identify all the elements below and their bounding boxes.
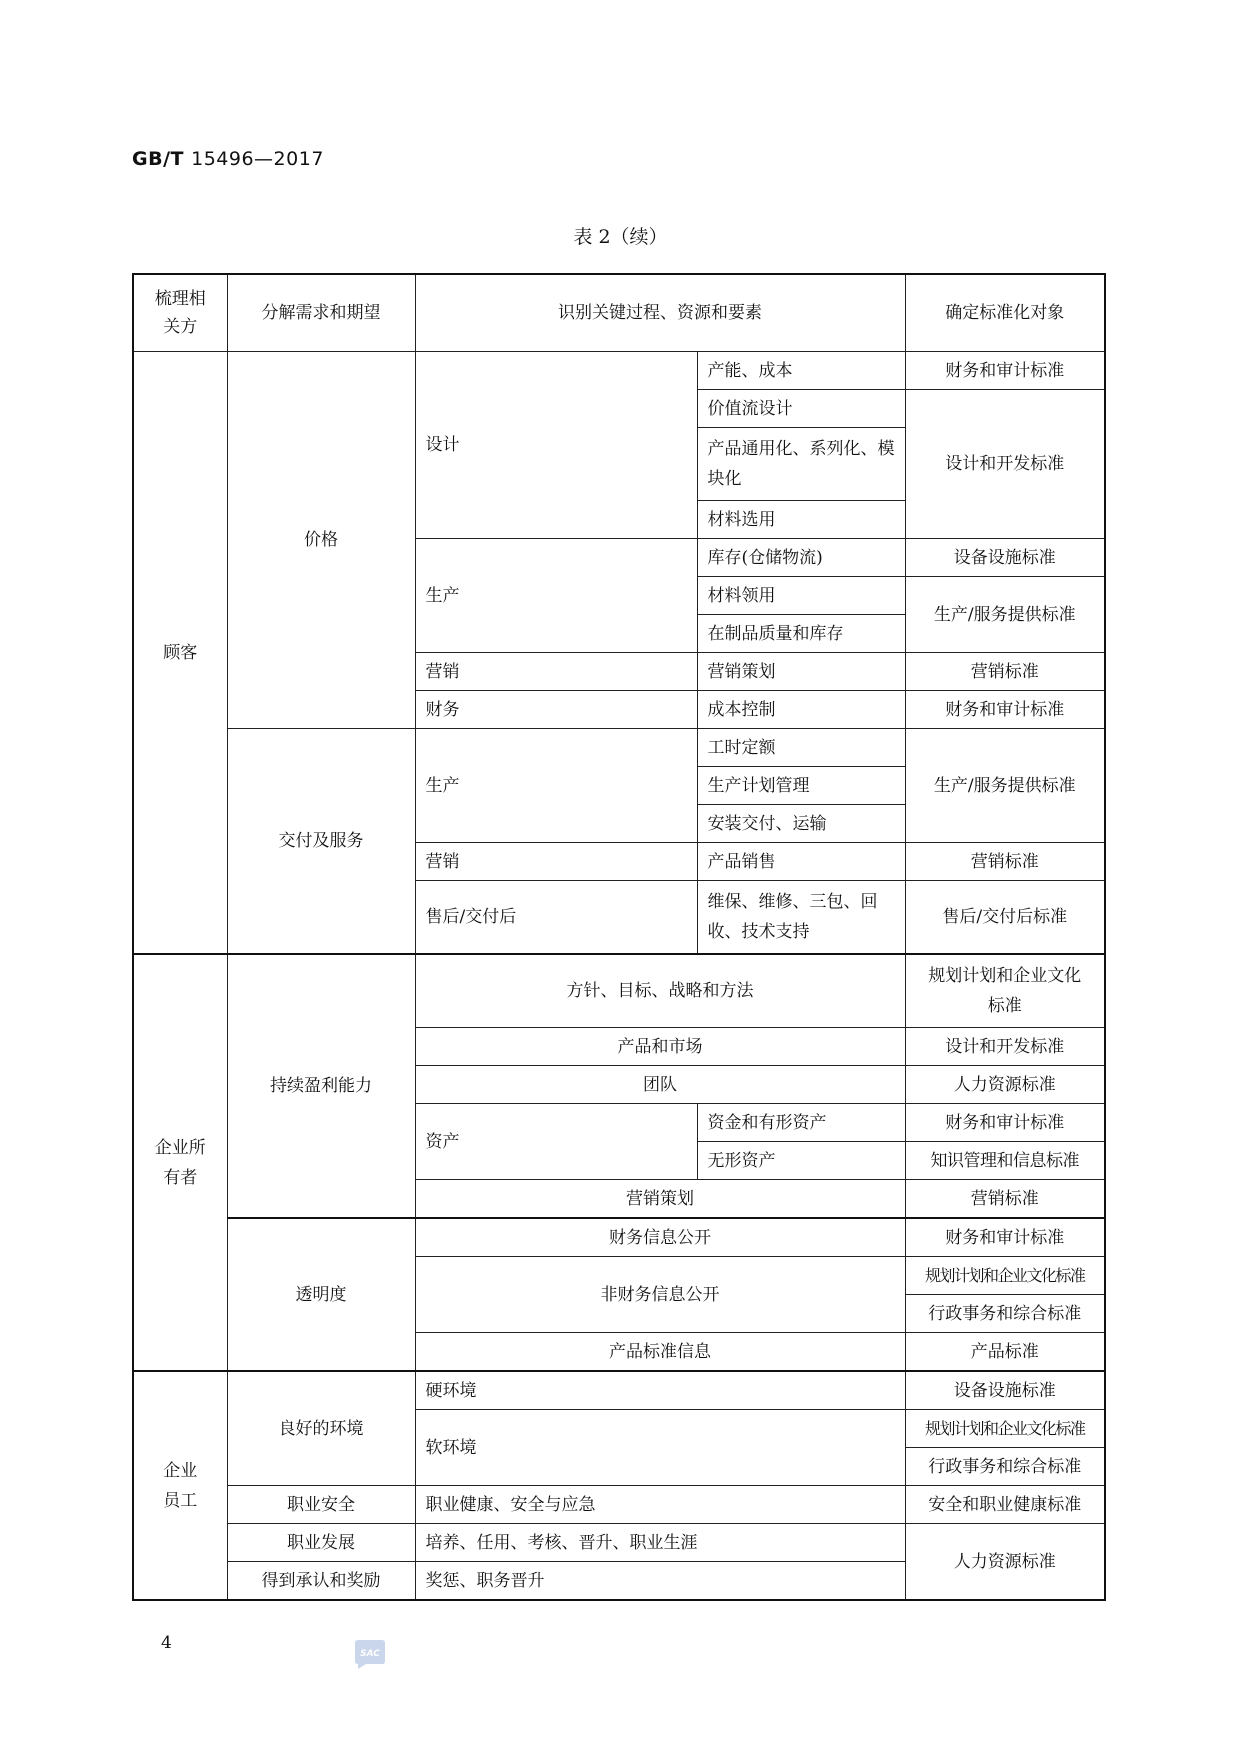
- party-cell: [133, 1371, 227, 1600]
- table-row: [133, 1524, 1105, 1562]
- standard-cell: 设备设施标准: [905, 539, 1105, 577]
- table-title: 表 2（续）: [573, 226, 668, 248]
- process-cell: 职业健康、安全与应急: [415, 1486, 905, 1524]
- process-cell: 培养、任用、考核、晋升、职业生涯: [415, 1524, 905, 1562]
- process-cell: 生产: [415, 539, 697, 653]
- process-cell: 财务信息公开: [415, 1218, 905, 1257]
- standard-text: 规划计划和企业文化标准: [928, 966, 1082, 1016]
- standard-cell: 生产/服务提供标准: [905, 729, 1105, 843]
- element-cell: 资金和有形资产: [697, 1104, 905, 1142]
- element-cell: 材料选用: [697, 501, 905, 539]
- element-cell: 维保、维修、三包、回收、技术支持: [697, 881, 905, 955]
- process-cell: 设计: [415, 352, 697, 539]
- need-cell: 得到承认和奖励: [227, 1562, 415, 1601]
- standard-cell: 人力资源标准: [905, 1524, 1105, 1601]
- process-cell: 营销策划: [415, 1180, 905, 1219]
- standard-cell: 规划计划和企业文化标准: [905, 1257, 1105, 1295]
- party-text: 企业员工: [163, 1460, 198, 1511]
- element-cell: 安装交付、运输: [697, 805, 905, 843]
- process-cell: 资产: [415, 1104, 697, 1180]
- standard-cell: 行政事务和综合标准: [905, 1295, 1105, 1333]
- element-cell: 材料领用: [697, 577, 905, 615]
- process-cell: 产品标准信息: [415, 1333, 905, 1372]
- standard-cell: 设计和开发标准: [905, 390, 1105, 539]
- element-cell: 成本控制: [697, 691, 905, 729]
- standard-cell: 设备设施标准: [905, 1371, 1105, 1410]
- party-cell: [133, 954, 227, 1371]
- party-cell: 顾客: [133, 352, 227, 955]
- process-cell: 生产: [415, 729, 697, 843]
- table-row: [133, 1218, 1105, 1257]
- need-cell: 透明度: [227, 1218, 415, 1371]
- table-header-row: [133, 274, 1105, 352]
- header-party: [133, 274, 227, 352]
- element-cell: 工时定额: [697, 729, 905, 767]
- element-cell: 在制品质量和库存: [697, 615, 905, 653]
- standard-cell: 财务和审计标准: [905, 691, 1105, 729]
- element-cell: 产能、成本: [697, 352, 905, 390]
- standard-cell: 产品标准: [905, 1333, 1105, 1372]
- need-cell: 职业安全: [227, 1486, 415, 1524]
- need-cell: 持续盈利能力: [227, 954, 415, 1218]
- process-cell: 产品和市场: [415, 1028, 905, 1066]
- table-row: [133, 729, 1105, 767]
- table-row: [133, 954, 1105, 1028]
- element-cell: 库存(仓储物流): [697, 539, 905, 577]
- standard-cell: 行政事务和综合标准: [905, 1448, 1105, 1486]
- sac-logo-icon: [352, 1637, 388, 1671]
- standard-cell: 设计和开发标准: [905, 1028, 1105, 1066]
- party-text: 企业所有者: [154, 1137, 206, 1188]
- header-process: 识别关键过程、资源和要素: [415, 274, 905, 352]
- table-row: [133, 1486, 1105, 1524]
- header-need: 分解需求和期望: [227, 274, 415, 352]
- process-cell: 奖惩、职务晋升: [415, 1562, 905, 1601]
- standard-number: 15496—2017: [191, 148, 324, 170]
- need-cell: 交付及服务: [227, 729, 415, 955]
- need-cell: 职业发展: [227, 1524, 415, 1562]
- table-row: [133, 352, 1105, 390]
- standard-cell: 财务和审计标准: [905, 1104, 1105, 1142]
- standard-cell: 知识管理和信息标准: [905, 1142, 1105, 1180]
- process-cell: 方针、目标、战略和方法: [415, 954, 905, 1028]
- header-party-text: 梳理相关方: [154, 289, 206, 337]
- standardization-table: [132, 273, 1106, 1601]
- process-cell: 售后/交付后: [415, 881, 697, 955]
- element-cell: 生产计划管理: [697, 767, 905, 805]
- element-cell: 产品销售: [697, 843, 905, 881]
- process-cell: 财务: [415, 691, 697, 729]
- process-cell: 营销: [415, 843, 697, 881]
- element-cell: 产品通用化、系列化、模块化: [697, 428, 905, 501]
- process-cell: 营销: [415, 653, 697, 691]
- header-standard: 确定标准化对象: [905, 274, 1105, 352]
- standard-cell: 营销标准: [905, 843, 1105, 881]
- standard-code: [132, 148, 324, 170]
- standard-cell: 人力资源标准: [905, 1066, 1105, 1104]
- process-cell: 硬环境: [415, 1371, 905, 1410]
- standard-cell: 售后/交付后标准: [905, 881, 1105, 955]
- sac-logo-text: SAC: [360, 1649, 380, 1659]
- process-cell: 软环境: [415, 1410, 905, 1486]
- standard-cell: 财务和审计标准: [905, 352, 1105, 390]
- element-cell: 营销策划: [697, 653, 905, 691]
- page-number: 4: [161, 1633, 172, 1653]
- need-cell: 价格: [227, 352, 415, 729]
- standard-cell: [905, 954, 1105, 1028]
- element-cell: 价值流设计: [697, 390, 905, 428]
- standard-prefix: GB/T: [132, 148, 184, 170]
- standard-cell: 营销标准: [905, 653, 1105, 691]
- process-cell: 团队: [415, 1066, 905, 1104]
- standard-cell: 财务和审计标准: [905, 1218, 1105, 1257]
- element-cell: 无形资产: [697, 1142, 905, 1180]
- standard-cell: 营销标准: [905, 1180, 1105, 1219]
- process-cell: 非财务信息公开: [415, 1257, 905, 1333]
- table-row: [133, 1371, 1105, 1410]
- standard-cell: 安全和职业健康标准: [905, 1486, 1105, 1524]
- standard-cell: 规划计划和企业文化标准: [905, 1410, 1105, 1448]
- need-cell: 良好的环境: [227, 1371, 415, 1486]
- standard-cell: 生产/服务提供标准: [905, 577, 1105, 653]
